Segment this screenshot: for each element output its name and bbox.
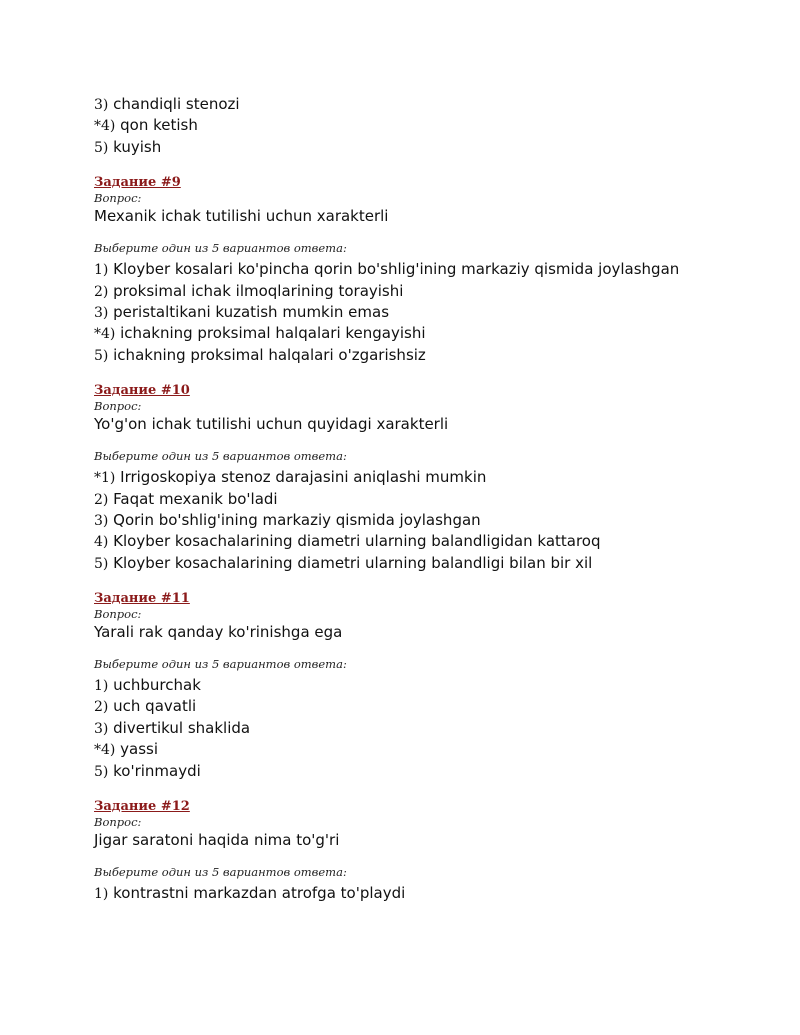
answer-option: 5) ichakning proksimal halqalari o'zgarishsiz bbox=[94, 345, 426, 364]
task-11 bbox=[94, 591, 754, 782]
answer-option-correct: *4) yassi bbox=[94, 740, 159, 759]
previous-task-answers bbox=[94, 94, 754, 158]
answer-option: 5) kuyish bbox=[94, 137, 162, 156]
answer-option: 2) Faqat mexanik bo'ladi bbox=[94, 489, 278, 508]
task-header: Задание #12 bbox=[94, 799, 190, 815]
question-label: Вопрос: bbox=[94, 399, 142, 414]
answer-option: 3) Qorin bo'shlig'ining markaziy qismida joylashgan bbox=[94, 510, 481, 529]
answer-option: 1) Kloyber kosalari ko'pincha qorin bo'shlig'ining markaziy qismida joylashgan bbox=[94, 260, 680, 279]
question-label: Вопрос: bbox=[94, 191, 142, 206]
answer-option: 3) divertikul shaklida bbox=[94, 718, 251, 737]
question-text: Jigar saratoni haqida nima to'g'ri bbox=[94, 831, 340, 850]
document-content bbox=[94, 94, 754, 904]
answer-option: 1) kontrastni markazdan atrofga to'playdi bbox=[94, 884, 406, 903]
answer-list bbox=[94, 675, 754, 782]
task-header: Задание #9 bbox=[94, 175, 181, 191]
answer-option: 2) proksimal ichak ilmoqlarining torayishi bbox=[94, 281, 404, 300]
answer-option-correct: *4) qon ketish bbox=[94, 116, 198, 135]
question-text: Yarali rak qanday ko'rinishga ega bbox=[94, 623, 343, 642]
answer-option-correct: *4) ichakning proksimal halqalari kengayishi bbox=[94, 324, 426, 343]
question-label: Вопрос: bbox=[94, 607, 142, 622]
answer-option-correct: *1) Irrigoskopiya stenoz darajasini aniqlashi mumkin bbox=[94, 468, 487, 487]
answer-option: 4) Kloyber kosachalarining diametri ularning balandligidan kattaroq bbox=[94, 532, 601, 551]
task-12 bbox=[94, 799, 754, 904]
task-header: Задание #11 bbox=[94, 591, 190, 607]
answer-option: 1) uchburchak bbox=[94, 676, 201, 695]
answer-option: 5) ko'rinmaydi bbox=[94, 761, 201, 780]
task-10 bbox=[94, 383, 754, 574]
choose-label: Выберите один из 5 вариантов ответа: bbox=[94, 865, 347, 880]
question-text: Mexanik ichak tutilishi uchun xarakterli bbox=[94, 207, 389, 226]
answer-option: 3) chandiqli stenozi bbox=[94, 95, 240, 113]
question-text: Yo'g'on ichak tutilishi uchun quyidagi xarakterli bbox=[94, 415, 449, 434]
task-header: Задание #10 bbox=[94, 383, 190, 399]
task-9 bbox=[94, 175, 754, 366]
answer-list bbox=[94, 259, 754, 366]
choose-label: Выберите один из 5 вариантов ответа: bbox=[94, 241, 347, 256]
choose-label: Выберите один из 5 вариантов ответа: bbox=[94, 449, 347, 464]
answer-list bbox=[94, 883, 754, 904]
answer-list bbox=[94, 467, 754, 574]
answer-option: 5) Kloyber kosachalarining diametri ularning balandligi bilan bir xil bbox=[94, 553, 593, 572]
question-label: Вопрос: bbox=[94, 815, 142, 830]
choose-label: Выберите один из 5 вариантов ответа: bbox=[94, 657, 347, 672]
answer-option: 3) peristaltikani kuzatish mumkin emas bbox=[94, 302, 390, 321]
answer-option: 2) uch qavatli bbox=[94, 697, 197, 716]
